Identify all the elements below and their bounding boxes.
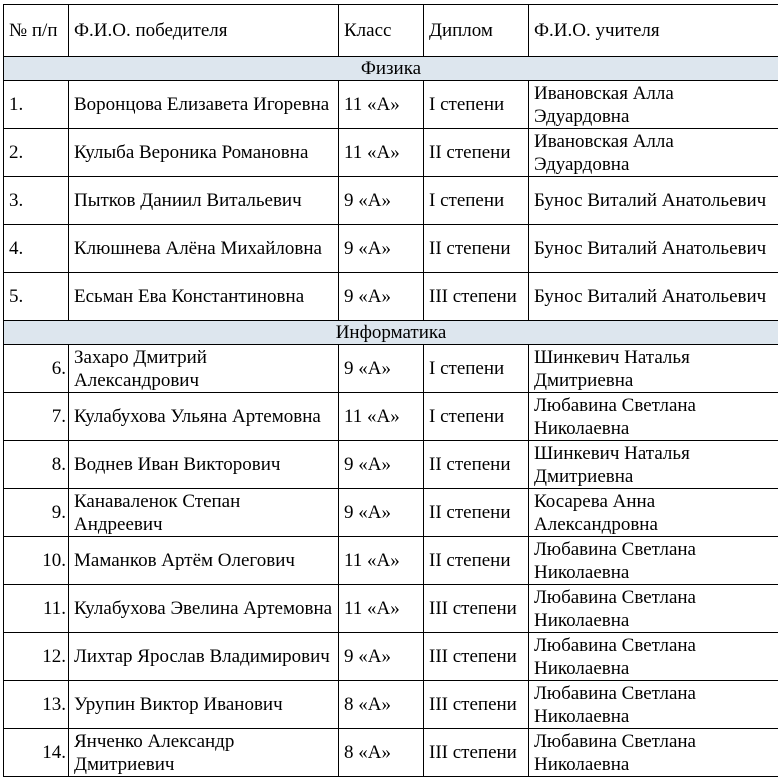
teacher-name: Любавина Светлана Николаевна bbox=[529, 681, 778, 729]
table-row bbox=[4, 441, 778, 489]
row-number: 7. bbox=[4, 393, 69, 441]
section-header-row bbox=[4, 57, 778, 81]
class-cell: 11 «А» bbox=[339, 393, 424, 441]
teacher-name: Любавина Светлана Николаевна bbox=[529, 633, 778, 681]
header-num: № п/п bbox=[4, 5, 69, 57]
winner-name: Кулабухова Эвелина Артемовна bbox=[69, 585, 339, 633]
row-number: 3. bbox=[4, 177, 69, 225]
table-row bbox=[4, 393, 778, 441]
header-winner: Ф.И.О. победителя bbox=[69, 5, 339, 57]
diploma-cell: I степени bbox=[424, 177, 529, 225]
row-number: 4. bbox=[4, 225, 69, 273]
table-row bbox=[4, 681, 778, 729]
header-row bbox=[4, 5, 778, 57]
section-physics bbox=[4, 57, 778, 321]
section-informatics bbox=[4, 321, 778, 777]
diploma-cell: II степени bbox=[424, 129, 529, 177]
diploma-cell: III степени bbox=[424, 729, 529, 777]
header-diploma: Диплом bbox=[424, 5, 529, 57]
teacher-name: Бунос Виталий Анатольевич bbox=[529, 225, 778, 273]
class-cell: 8 «А» bbox=[339, 681, 424, 729]
table-row bbox=[4, 633, 778, 681]
teacher-name: Шинкевич Наталья Дмитриевна bbox=[529, 345, 778, 393]
teacher-name: Шинкевич Наталья Дмитриевна bbox=[529, 441, 778, 489]
winner-name: Захаро Дмитрий Александрович bbox=[69, 345, 339, 393]
teacher-name: Любавина Светлана Николаевна bbox=[529, 585, 778, 633]
row-number: 8. bbox=[4, 441, 69, 489]
winner-name: Урупин Виктор Иванович bbox=[69, 681, 339, 729]
header-teacher: Ф.И.О. учителя bbox=[529, 5, 778, 57]
diploma-cell: I степени bbox=[424, 81, 529, 129]
winner-name: Пытков Даниил Витальевич bbox=[69, 177, 339, 225]
diploma-cell: II степени bbox=[424, 537, 529, 585]
diploma-cell: III степени bbox=[424, 273, 529, 321]
table-row bbox=[4, 489, 778, 537]
winner-name: Кулабухова Ульяна Артемовна bbox=[69, 393, 339, 441]
section-title: Информатика bbox=[4, 321, 778, 345]
row-number: 12. bbox=[4, 633, 69, 681]
teacher-name: Бунос Виталий Анатольевич bbox=[529, 177, 778, 225]
class-cell: 9 «А» bbox=[339, 273, 424, 321]
row-number: 6. bbox=[4, 345, 69, 393]
teacher-name: Любавина Светлана Николаевна bbox=[529, 537, 778, 585]
class-cell: 11 «А» bbox=[339, 585, 424, 633]
winner-name: Клюшнева Алёна Михайловна bbox=[69, 225, 339, 273]
winner-name: Канаваленок Степан Андреевич bbox=[69, 489, 339, 537]
teacher-name: Бунос Виталий Анатольевич bbox=[529, 273, 778, 321]
winner-name: Маманков Артём Олегович bbox=[69, 537, 339, 585]
table-row bbox=[4, 225, 778, 273]
diploma-cell: I степени bbox=[424, 393, 529, 441]
winner-name: Воднев Иван Викторович bbox=[69, 441, 339, 489]
row-number: 2. bbox=[4, 129, 69, 177]
row-number: 14. bbox=[4, 729, 69, 777]
diploma-cell: II степени bbox=[424, 489, 529, 537]
table-row bbox=[4, 729, 778, 777]
class-cell: 9 «А» bbox=[339, 489, 424, 537]
teacher-name: Любавина Светлана Николаевна bbox=[529, 729, 778, 777]
class-cell: 9 «А» bbox=[339, 441, 424, 489]
winner-name: Воронцова Елизавета Игоревна bbox=[69, 81, 339, 129]
table-row bbox=[4, 585, 778, 633]
teacher-name: Любавина Светлана Николаевна bbox=[529, 393, 778, 441]
diploma-cell: III степени bbox=[424, 585, 529, 633]
section-title: Физика bbox=[4, 57, 778, 81]
row-number: 10. bbox=[4, 537, 69, 585]
table-row bbox=[4, 177, 778, 225]
class-cell: 9 «А» bbox=[339, 177, 424, 225]
teacher-name: Ивановская Алла Эдуардовна bbox=[529, 129, 778, 177]
diploma-cell: III степени bbox=[424, 633, 529, 681]
header-class: Класс bbox=[339, 5, 424, 57]
diploma-cell: II степени bbox=[424, 225, 529, 273]
class-cell: 9 «А» bbox=[339, 345, 424, 393]
winners-table bbox=[3, 4, 778, 777]
table-row bbox=[4, 537, 778, 585]
row-number: 9. bbox=[4, 489, 69, 537]
section-header-row bbox=[4, 321, 778, 345]
teacher-name: Ивановская Алла Эдуардовна bbox=[529, 81, 778, 129]
winner-name: Янченко Александр Дмитриевич bbox=[69, 729, 339, 777]
class-cell: 9 «А» bbox=[339, 225, 424, 273]
class-cell: 9 «А» bbox=[339, 633, 424, 681]
table-row bbox=[4, 345, 778, 393]
class-cell: 11 «А» bbox=[339, 81, 424, 129]
row-number: 11. bbox=[4, 585, 69, 633]
winner-name: Есьман Ева Константиновна bbox=[69, 273, 339, 321]
winner-name: Кулыба Вероника Романовна bbox=[69, 129, 339, 177]
row-number: 1. bbox=[4, 81, 69, 129]
diploma-cell: I степени bbox=[424, 345, 529, 393]
diploma-cell: III степени bbox=[424, 681, 529, 729]
row-number: 13. bbox=[4, 681, 69, 729]
diploma-cell: II степени bbox=[424, 441, 529, 489]
winner-name: Лихтар Ярослав Владимирович bbox=[69, 633, 339, 681]
class-cell: 8 «А» bbox=[339, 729, 424, 777]
table-row bbox=[4, 273, 778, 321]
class-cell: 11 «А» bbox=[339, 129, 424, 177]
class-cell: 11 «А» bbox=[339, 537, 424, 585]
teacher-name: Косарева Анна Александровна bbox=[529, 489, 778, 537]
table-row bbox=[4, 129, 778, 177]
row-number: 5. bbox=[4, 273, 69, 321]
table-row bbox=[4, 81, 778, 129]
